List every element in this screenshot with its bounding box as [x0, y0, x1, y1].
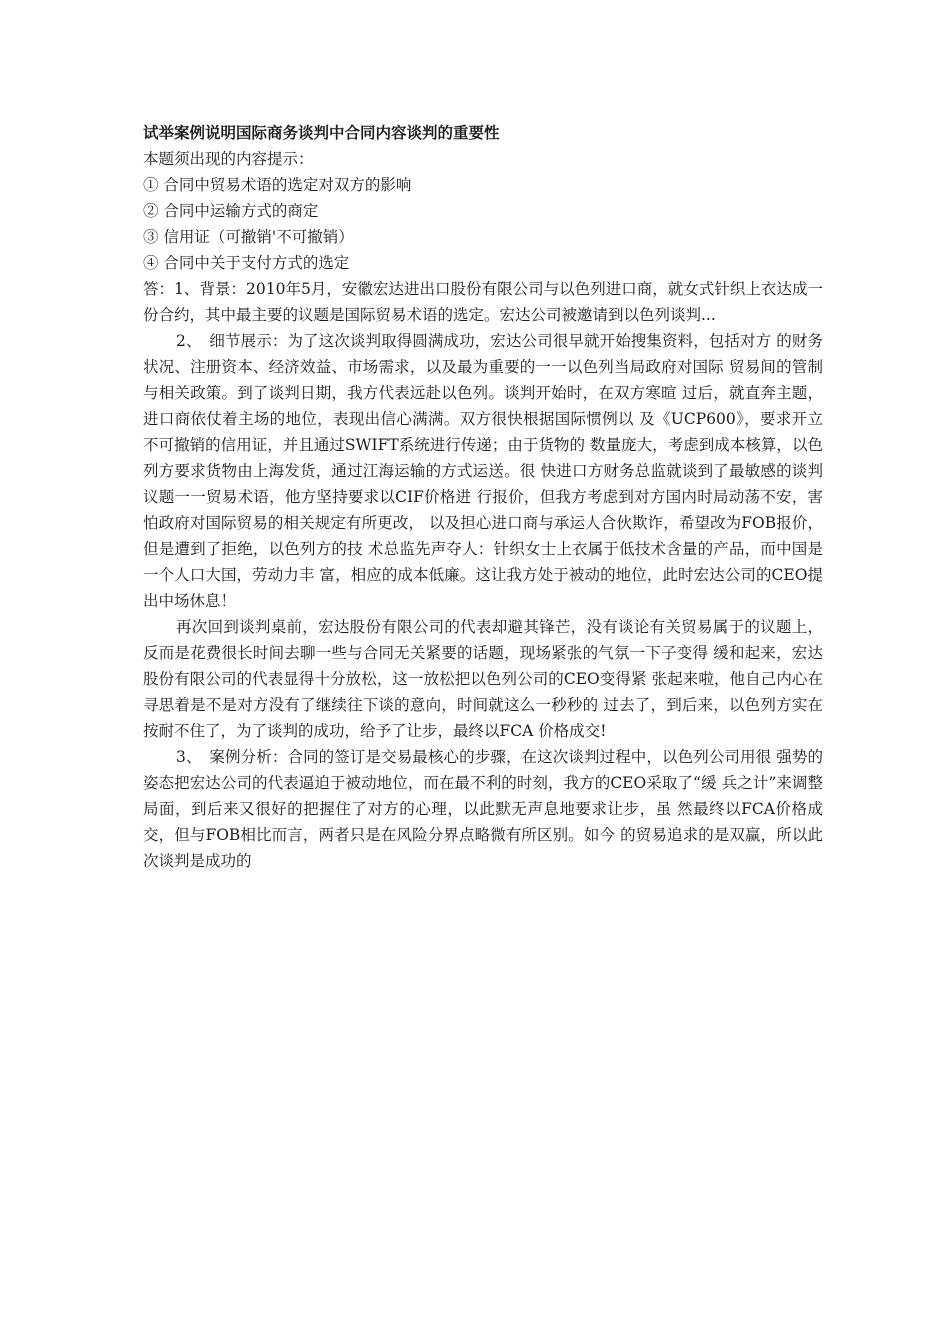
hint-item: ① 合同中贸易术语的选定对双方的影响	[143, 176, 412, 194]
return-to-table-paragraph: 再次回到谈判桌前，宏达股份有限公司的代表却避其锋芒，没有谈论有关贸易属于的议题上，反而是花费很长时间去聊一些与合同无关紧要的话题，现场紧张的气氛一下子变得 缓和起来，宏达股份有限公司的代表显得十分放松，这一放松把以色列公司的CEO变得紧 张起来啦，他自己内心在寻思着是不是对方没有了继续往下谈的意向，时间就这么一秒秒的 过去了，到后来，以色列方实在按耐不住了，为了谈判的成功，给予了让步，最终以FCA 价格成交!	[143, 618, 823, 740]
hint-item: ④ 合同中关于支付方式的选定	[143, 254, 350, 272]
answer-background-paragraph: 答：1、背景：2010年5月，安徽宏达进出口股份有限公司与以色列进口商，就女式针织上衣达成一份合约，其中最主要的议题是国际贸易术语的选定。宏达公司被邀请到以色列谈判...	[143, 280, 823, 324]
hint-item: ② 合同中运输方式的商定	[143, 202, 319, 220]
case-analysis-paragraph: 3、 案例分析：合同的签订是交易最核心的步骤，在这次谈判过程中，以色列公司用很 强势的姿态把宏达公司的代表逼迫于被动地位，而在最不利的时刻，我方的CEO采取了“缓 兵之计”来调整局面，到后来又很好的把握住了对方的心理，以此默无声息地要求让步，虽 然最终以FCA价格成交，但与FOB相比而言，两者只是在风险分界点略微有所区别。如今 的贸易追求的是双赢，所以此次谈判是成功的	[143, 748, 823, 870]
details-paragraph: 2、 细节展示：为了这次谈判取得圆满成功，宏达公司很早就开始搜集资料，包括对方 的财务状况、注册资本、经济效益、市场需求，以及最为重要的一一以色列当局政府对国际 贸易间的管制与相关政策。到了谈判日期，我方代表远赴以色列。谈判开始时，在双方寒暄 过后，就直奔主题，进口商依仗着主场的地位，表现出信心满满。双方很快根据国际惯例以 及《UCP600》，要求开立不可撤销的信用证，并且通过SWIFT系统进行传递；由于货物的 数量庞大，考虑到成本核算，以色列方要求货物由上海发货，通过江海运输的方式运送。很 快进口方财务总监就谈到了最敏感的谈判议题一一贸易术语，他方坚持要求以CIF价格进 行报价，但我方考虑到对方国内时局动荡不安，害怕政府对国际贸易的相关规定有所更改， 以及担心进口商与承运人合伙欺诈，希望改为FOB报价，但是遭到了拒绝，以色列方的技 术总监先声夺人：针织女士上衣属于低技术含量的产品，而中国是一个人口大国，劳动力丰 富，相应的成本低廉。这让我方处于被动的地位，此时宏达公司的CEO提出中场休息！	[143, 332, 823, 610]
document-title: 试举案例说明国际商务谈判中合同内容谈判的重要性	[143, 124, 500, 142]
hint-heading: 本题须出现的内容提示：	[143, 150, 314, 168]
document-body	[143, 120, 823, 874]
hint-item: ③ 信用证（可撤销'不可撤销）	[143, 228, 354, 246]
